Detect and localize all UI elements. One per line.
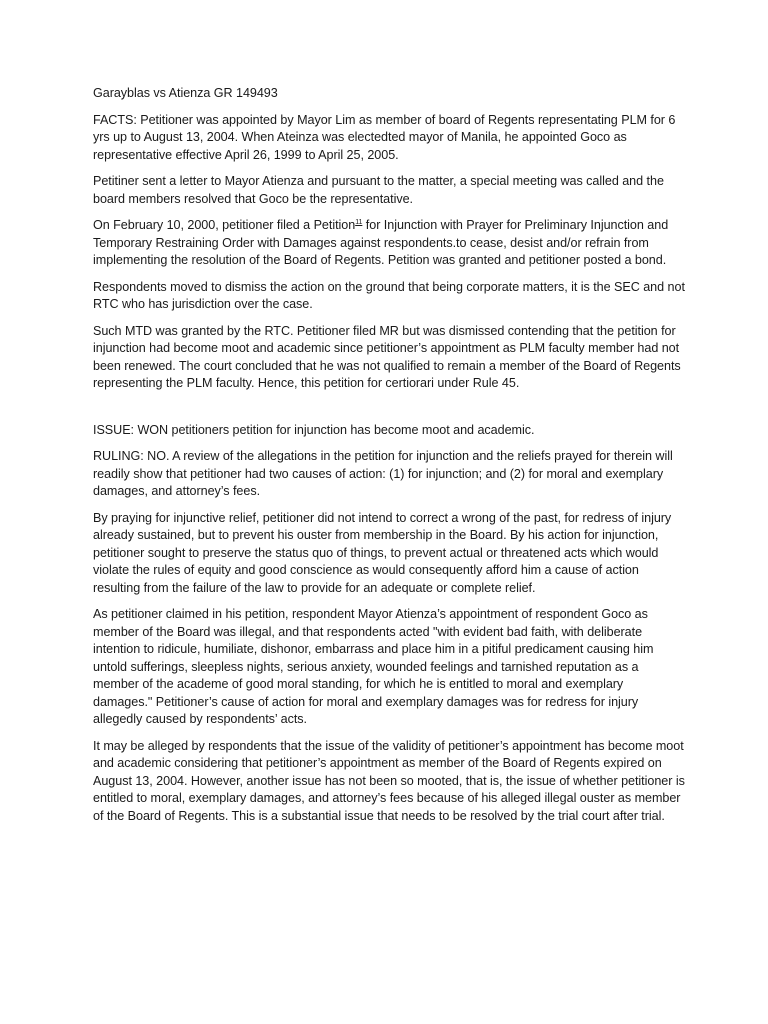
letter-paragraph: Petitiner sent a letter to Mayor Atienza and pursuant to the matter, a special meeting was called and the board members resolved that Goco be the representative. xyxy=(93,174,664,206)
petition-text-before: On February 10, 2000, petitioner filed a Petition xyxy=(93,218,356,232)
facts-label: FACTS: xyxy=(93,112,137,127)
ruling-label: RULING: NO. xyxy=(93,449,170,463)
facts-paragraph xyxy=(93,112,685,165)
mtd-paragraph: Such MTD was granted by the RTC. Petitioner filed MR but was dismissed contending that the petition for injunction had become moot and academic since petitioner’s appointment as PLM faculty member had not been renewed. The court concluded that he was not qualified to remain a member of the Board of Regents representing the PLM faculty. Hence, this petition for certiorari under Rule 45. xyxy=(93,323,681,390)
dismiss-paragraph: Respondents moved to dismiss the action on the ground that being corporate matters, it is the SEC and not RTC who has jurisdiction over the case. xyxy=(93,279,685,311)
ruling-text: A review of the allegations in the petition for injunction and the reliefs prayed for therein will readily show that petitioner had two causes of action: (1) for injunction; and (2) for moral and exemplary damages, and attorney’s fees. xyxy=(93,449,673,498)
claimed-paragraph: As petitioner claimed in his petition, respondent Mayor Atienza’s appointment of respondent Goco as member of the Board was illegal, and that respondents acted "with evident bad faith, with deliberate intention to ridicule, humiliate, dishonor, embarrass and place him in a pitiful predicament causing him untold sufferings, sleepless nights, serious anxiety, wounded feelings and tarnished reputation as a member of the academe of good moral standing, for which he is entitled to moral and exemplary damages." Petitioner’s cause of action for moral and exemplary damages was for redress for injury allegedly caused by respondents’ acts. xyxy=(93,607,654,726)
issue-paragraph xyxy=(93,422,685,440)
document-body xyxy=(93,85,685,834)
ruling-paragraph xyxy=(93,448,685,501)
issue-text: WON petitioners petition for injunction has become moot and academic. xyxy=(134,422,535,437)
petition-paragraph xyxy=(93,217,685,270)
petition-text-after: for Injunction with Prayer for Preliminary Injunction and Temporary Restraining Order with Damages against respondents.to cease, desist and/or refrain from implementing the resolution of the Board of Regents. Petition was granted and petitioner posted a bond. xyxy=(93,218,669,267)
section-spacer xyxy=(93,402,685,422)
injunctive-paragraph: By praying for injunctive relief, petitioner did not intend to correct a wrong of the past, for redress of injury already sustained, but to prevent his ouster from membership in the Board. By his action for injunction, petitioner sought to preserve the status quo of things, to prevent actual or threatened acts which would violate the rules of equity and good conscience as would consequently afford him a cause of action resulting from the failure of the law to provide for an adequate or complete relief. xyxy=(93,510,672,595)
alleged-paragraph: It may be alleged by respondents that the issue of the validity of petitioner’s appointment has become moot and academic considering that petitioner’s appointment as member of the Board of Regents expired on August 13, 2004. However, another issue has not been so mooted, that is, the issue of whether petitioner is entitled to moral, exemplary damages, and attorney’s fees because of his alleged illegal ouster as member of the Board of Regents. This is a substantial issue that needs to be resolved by the trial court after trial. xyxy=(93,738,685,823)
issue-label: ISSUE: xyxy=(93,422,134,437)
footnote-link[interactable]: 11 xyxy=(355,219,363,226)
document-title: Garayblas vs Atienza GR 149493 xyxy=(93,86,278,100)
facts-text: Petitioner was appointed by Mayor Lim as member of board of Regents representating PLM for 6 yrs up to August 13, 2004. When Ateinza was electedted mayor of Manila, he appointed Goco as representative effective April 26, 1999 to April 25, 2005. xyxy=(93,112,676,162)
